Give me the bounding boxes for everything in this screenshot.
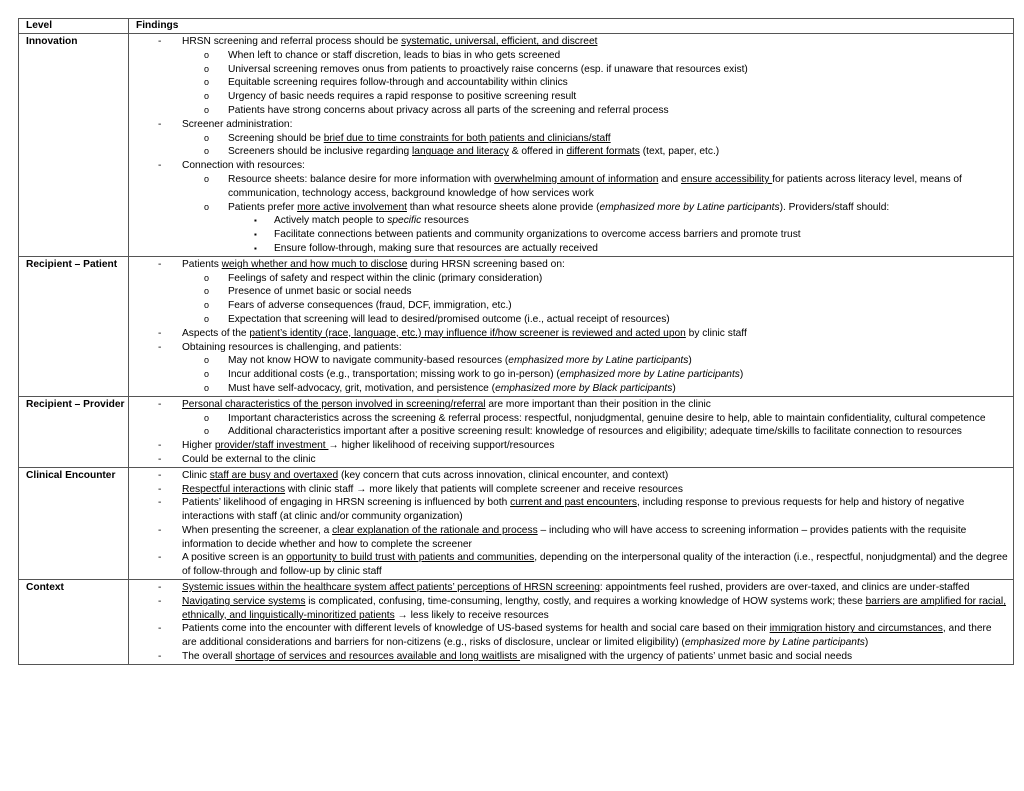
bullet-marker: o <box>204 173 210 184</box>
finding-text: is complicated, confusing, time-consuming, lengthy, costly, and requires a working knowledge of HOW systems work; these <box>305 595 866 607</box>
finding-item <box>129 496 1009 524</box>
bullet-marker: o <box>204 91 210 102</box>
bullet-marker: o <box>204 286 210 297</box>
finding-text: Obtaining resources is challenging, and patients: <box>182 341 402 353</box>
italic-text: emphasized more by Latine participants <box>508 355 689 367</box>
underlined-text: opportunity to build trust with patients and communities <box>286 552 535 564</box>
finding-text: resources <box>421 215 469 227</box>
finding-text: Important characteristics across the screening & referral process: respectful, nonjudgmental, genuine desire to help, able to maintain confidentiality, cultural competence <box>228 412 986 424</box>
bullet-marker: - <box>158 440 162 452</box>
underlined-text: different formats <box>566 146 640 158</box>
bullet-marker: o <box>204 369 210 380</box>
finding-text: ) <box>672 382 676 394</box>
finding-text: are misaligned with the urgency of patients’ unmet basic and social needs <box>520 651 853 663</box>
finding-text: → less likely to receive resources <box>394 609 549 621</box>
italic-text: emphasized more by Latine participants <box>684 637 865 649</box>
underlined-text: ensure accessibility <box>681 173 773 185</box>
underlined-text: barriers are amplified for racial, ethnically, and linguistically-minoritized patients <box>182 595 1007 621</box>
bullet-marker: o <box>204 132 210 143</box>
underlined-text: overwhelming amount of information <box>494 173 659 185</box>
bullet-marker: ▪ <box>254 216 257 226</box>
header-row <box>19 19 1014 34</box>
finding-text: Presence of unmet basic or social needs <box>228 286 412 298</box>
finding-text: Patients come into the encounter with different levels of knowledge of US-based systems for health and social care based on their <box>182 623 770 635</box>
finding-text: ) <box>864 637 869 649</box>
findings-cell <box>129 580 1014 665</box>
finding-item <box>129 299 1009 313</box>
finding-text: A positive screen is an <box>182 552 287 564</box>
bullet-marker: - <box>158 497 162 509</box>
underlined-text: Navigating service systems <box>182 595 306 607</box>
finding-item <box>129 524 1009 552</box>
finding-text: Could be external to the clinic <box>182 453 316 465</box>
bullet-marker: o <box>204 300 210 311</box>
bullet-marker: - <box>158 453 162 465</box>
finding-text: Aspects of the <box>182 327 250 339</box>
finding-item <box>129 201 1009 215</box>
table-row <box>19 34 1014 257</box>
table-body <box>19 34 1014 665</box>
finding-text: Incur additional costs (e.g., transportation; missing work to go in-person) ( <box>228 369 560 381</box>
underlined-text: systematic, universal, efficient, and discreet <box>401 36 598 47</box>
bullet-marker: - <box>158 341 162 353</box>
finding-text: Universal screening removes onus from patients to proactively raise concerns (esp. if unaware that resources exist) <box>228 63 748 75</box>
findings-cell <box>129 256 1014 396</box>
finding-item <box>129 341 1009 355</box>
bullet-marker: o <box>204 272 210 283</box>
bullet-marker: ▪ <box>254 230 257 240</box>
finding-item <box>129 63 1009 77</box>
finding-item <box>129 285 1009 299</box>
level-header: Level <box>19 19 129 34</box>
finding-text: – including who will have access to screening information – provides patients with the requisite information to decide whether and how to complete the screener <box>182 524 967 550</box>
finding-text: When left to chance or staff discretion, leads to bias in who gets screened <box>228 49 561 61</box>
level-cell: Context <box>19 580 129 665</box>
bullet-marker: o <box>204 146 210 157</box>
finding-text: Ensure follow-through, making sure that resources are actually received <box>274 242 598 254</box>
bullet-marker: - <box>158 118 162 130</box>
bullet-marker: o <box>204 382 210 393</box>
finding-text: (text, paper, etc.) <box>639 146 720 158</box>
bullet-marker: - <box>158 398 162 410</box>
finding-item <box>129 214 1009 228</box>
bullet-marker: o <box>204 63 210 74</box>
finding-item <box>129 272 1009 286</box>
table-row <box>19 396 1014 467</box>
finding-text: for patients across literacy level, means of communication, technology access, background knowledge of how services work <box>228 173 962 199</box>
italic-text: emphasized more by Black participants <box>495 382 673 394</box>
finding-item <box>129 622 1009 650</box>
bullet-marker: o <box>204 426 210 437</box>
bullet-marker: o <box>204 355 210 366</box>
underlined-text: clear explanation of the rationale and process <box>332 524 538 536</box>
finding-text: Urgency of basic needs requires a rapid response to positive screening result <box>228 91 577 103</box>
finding-item <box>129 228 1009 242</box>
bullet-marker: o <box>204 49 210 60</box>
finding-item <box>129 551 1009 579</box>
finding-text: Patients’ likelihood of engaging in HRSN screening is influenced by both <box>182 497 511 509</box>
finding-text: Patients have strong concerns about privacy across all parts of the screening and referral process <box>228 104 669 116</box>
finding-item <box>129 581 1009 595</box>
bullet-marker: - <box>158 327 162 339</box>
finding-text: Expectation that screening will lead to desired/promised outcome (i.e., actual receipt of resources) <box>228 313 670 325</box>
finding-item <box>129 76 1009 90</box>
bullet-marker: - <box>158 160 162 172</box>
bullet-marker: o <box>204 104 210 115</box>
finding-item <box>129 469 1009 483</box>
finding-text: ). Providers/staff should: <box>779 201 890 213</box>
finding-text: Must have self-advocacy, grit, motivation, and persistence ( <box>228 382 496 394</box>
underlined-text: patient’s identity (race, language, etc.) may influence if/how screener is reviewed and acted upon <box>249 327 686 339</box>
bullet-marker: - <box>158 651 162 663</box>
finding-item <box>129 132 1009 146</box>
finding-item <box>129 49 1009 63</box>
finding-text: Equitable screening requires follow-through and accountability within clinics <box>228 77 568 89</box>
finding-text: Clinic <box>182 469 210 481</box>
finding-text: & offered in <box>508 146 567 158</box>
underlined-text: provider/staff investment <box>214 440 329 452</box>
bullet-marker: o <box>204 313 210 324</box>
finding-text: Additional characteristics important after a positive screening result: knowledge of resources and eligibility; adequate time/skills to facilitate connection to resources <box>228 426 962 438</box>
italic-text: specific <box>387 215 422 227</box>
finding-text: Connection with resources: <box>182 160 305 172</box>
finding-item <box>129 439 1009 453</box>
underlined-text: weigh whether and how much to disclose <box>221 258 408 270</box>
findings-cell <box>129 467 1014 579</box>
finding-item <box>129 382 1009 396</box>
italic-text: emphasized more by Latine participants <box>559 369 740 381</box>
finding-text: during HRSN screening based on: <box>407 258 565 270</box>
bullet-marker: - <box>158 582 162 594</box>
underlined-text: more active involvement <box>297 201 407 213</box>
underlined-text: Personal characteristics of the person involved in screening/referral <box>182 398 486 410</box>
bullet-marker: o <box>204 201 210 212</box>
finding-item <box>129 173 1009 201</box>
bullet-marker: o <box>204 77 210 88</box>
bullet-marker: - <box>158 258 162 270</box>
finding-text: The overall <box>182 651 236 663</box>
finding-text: Patients prefer <box>228 201 298 213</box>
finding-text: , depending on the interpersonal quality of the interaction (i.e., respectful, nonjudgmental) and the degree of follow-through and follow-up by clinic staff <box>182 552 1008 578</box>
finding-text: Fears of adverse consequences (fraud, DCF, immigration, etc.) <box>228 300 512 312</box>
bullet-marker: - <box>158 36 162 47</box>
finding-text: → higher likelihood of receiving support/resources <box>328 440 555 452</box>
underlined-text: current and past encounters <box>510 497 637 509</box>
finding-item <box>129 104 1009 118</box>
bullet-marker: - <box>158 552 162 564</box>
underlined-text: shortage of services and resources available and long waitlists <box>235 651 521 663</box>
finding-item <box>129 650 1009 664</box>
finding-text: Screeners should be inclusive regarding <box>228 146 413 158</box>
finding-item <box>129 368 1009 382</box>
level-cell: Innovation <box>19 34 129 257</box>
finding-text: HRSN screening and referral process should be <box>182 36 402 47</box>
finding-text: Patients <box>182 258 222 270</box>
bullet-marker: ▪ <box>254 243 257 253</box>
finding-item <box>129 398 1009 412</box>
finding-text: , including response to previous requests for help and history of negative interactions with staff (at clinic and/or community organization) <box>182 497 965 523</box>
finding-item <box>129 258 1009 272</box>
table-row <box>19 467 1014 579</box>
level-cell: Clinical Encounter <box>19 467 129 579</box>
finding-text: ) <box>688 355 692 367</box>
bullet-marker: - <box>158 524 162 536</box>
finding-text: Feelings of safety and respect within the clinic (primary consideration) <box>228 272 543 284</box>
italic-text: emphasized more by Latine participants <box>599 201 780 213</box>
underlined-text: staff are busy and overtaxed <box>209 469 339 481</box>
finding-text: : appointments feel rushed, providers are over-taxed, and clinics are under-staffed <box>599 582 970 594</box>
finding-text: and <box>658 173 682 185</box>
findings-cell <box>129 396 1014 467</box>
underlined-text: brief due to time constraints for both patients and clinicians/staff <box>323 132 611 144</box>
bullet-marker: o <box>204 412 210 423</box>
underlined-text: Respectful interactions <box>182 483 286 495</box>
finding-item <box>129 90 1009 104</box>
finding-text: Higher <box>182 440 215 452</box>
findings-table <box>18 18 1014 665</box>
finding-item <box>129 242 1009 256</box>
bullet-marker: - <box>158 595 162 607</box>
underlined-text: Systemic issues within the healthcare system affect patients’ perceptions of HRSN screening <box>182 582 600 594</box>
underlined-text: immigration history and circumstances <box>769 623 943 635</box>
finding-text: Facilitate connections between patients and community organizations to overcome access barriers and promote trust <box>274 229 801 241</box>
finding-item <box>129 145 1009 159</box>
findings-header: Findings <box>129 19 1014 34</box>
finding-item <box>129 595 1009 623</box>
finding-item <box>129 313 1009 327</box>
finding-text: When presenting the screener, a <box>182 524 333 536</box>
finding-item <box>129 412 1009 426</box>
finding-text: with clinic staff → more likely that patients will complete screener and receive resources <box>285 483 683 495</box>
finding-text: by clinic staff <box>685 327 747 339</box>
finding-item <box>129 354 1009 368</box>
finding-text: Screening should be <box>228 132 324 144</box>
table-row <box>19 256 1014 396</box>
bullet-marker: - <box>158 623 162 635</box>
bullet-marker: - <box>158 483 162 495</box>
finding-item <box>129 425 1009 439</box>
underlined-text: language and literacy <box>412 146 509 158</box>
finding-text: than what resource sheets alone provide ( <box>406 201 600 213</box>
finding-item <box>129 483 1009 497</box>
level-cell: Recipient – Provider <box>19 396 129 467</box>
finding-item <box>129 327 1009 341</box>
finding-item <box>129 159 1009 173</box>
finding-text: (key concern that cuts across innovation, clinical encounter, and context) <box>338 469 669 481</box>
finding-item <box>129 453 1009 467</box>
level-cell: Recipient – Patient <box>19 256 129 396</box>
table-row <box>19 580 1014 665</box>
finding-text: ) <box>739 369 744 381</box>
findings-cell <box>129 34 1014 257</box>
finding-text: Screener administration: <box>182 118 293 130</box>
finding-text: , and there are additional considerations and barriers for non-citizens (e.g., risks of disclosure, unclear or limited eligibility) ( <box>182 623 992 649</box>
finding-item <box>129 35 1009 49</box>
finding-item <box>129 118 1009 132</box>
finding-text: Resource sheets: balance desire for more information with <box>228 173 495 185</box>
finding-text: Actively match people to <box>274 215 388 227</box>
bullet-marker: - <box>158 469 162 481</box>
finding-text: are more important than their position in the clinic <box>485 398 711 410</box>
finding-text: May not know HOW to navigate community-based resources ( <box>228 355 509 367</box>
